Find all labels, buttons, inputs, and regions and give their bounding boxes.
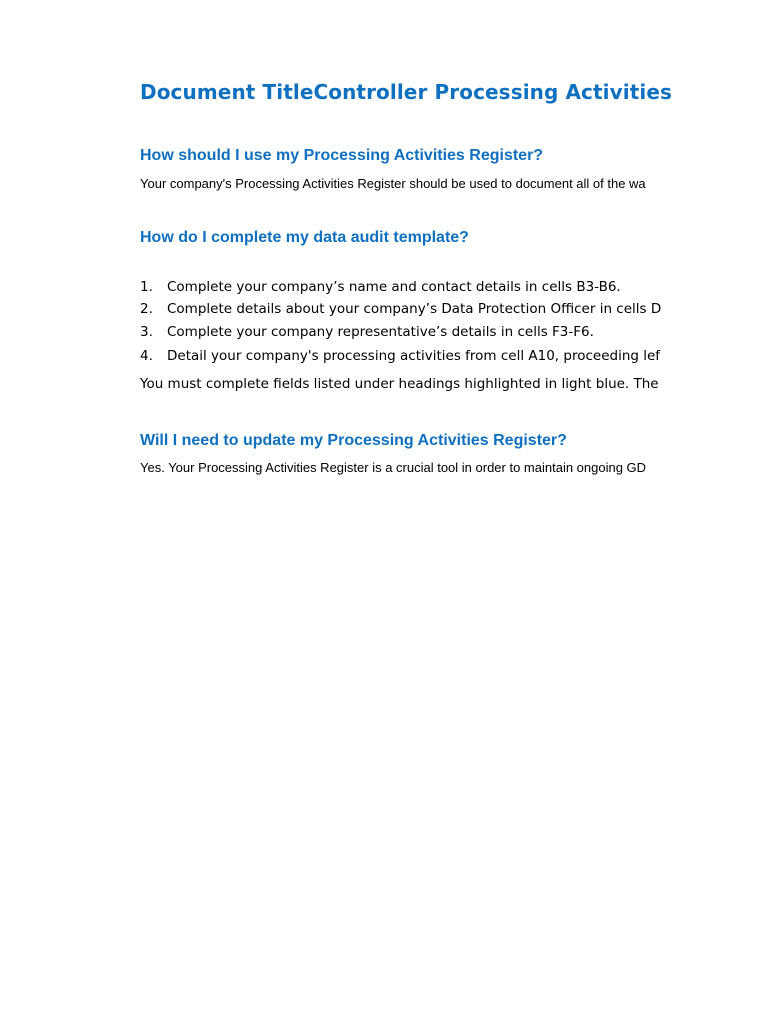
list-item-number: 4. (140, 348, 153, 364)
list-item (140, 324, 594, 340)
list-item-number: 2. (140, 301, 153, 317)
section-note-complete: You must complete fields listed under headings highlighted in light blue. The (140, 376, 659, 392)
list-item-number: 3. (140, 324, 153, 340)
list-item (140, 279, 621, 295)
section-heading-update: Will I need to update my Processing Activities Register? (140, 432, 567, 449)
list-item-text: Complete your company’s name and contact details in cells B3-B6. (167, 279, 621, 295)
document-body (140, 0, 683, 1024)
list-item (140, 348, 660, 364)
list-item-text: Complete details about your company’s Data Protection Officer in cells D (167, 301, 662, 317)
section-paragraph-usage: Your company's Processing Activities Register should be used to document all of the wa (140, 176, 646, 191)
section-paragraph-update: Yes. Your Processing Activities Register is a crucial tool in order to maintain ongoing GD (140, 460, 647, 475)
list-item (140, 301, 661, 317)
document-title: Document TitleController Processing Activities (140, 80, 672, 104)
section-heading-complete: How do I complete my data audit template? (140, 229, 469, 246)
section-heading-usage: How should I use my Processing Activities Register? (140, 147, 544, 164)
list-item-number: 1. (140, 279, 153, 295)
list-item-text: Complete your company representative’s details in cells F3-F6. (167, 324, 594, 340)
list-item-text: Detail your company's processing activities from cell A10, proceeding lef (167, 348, 661, 364)
